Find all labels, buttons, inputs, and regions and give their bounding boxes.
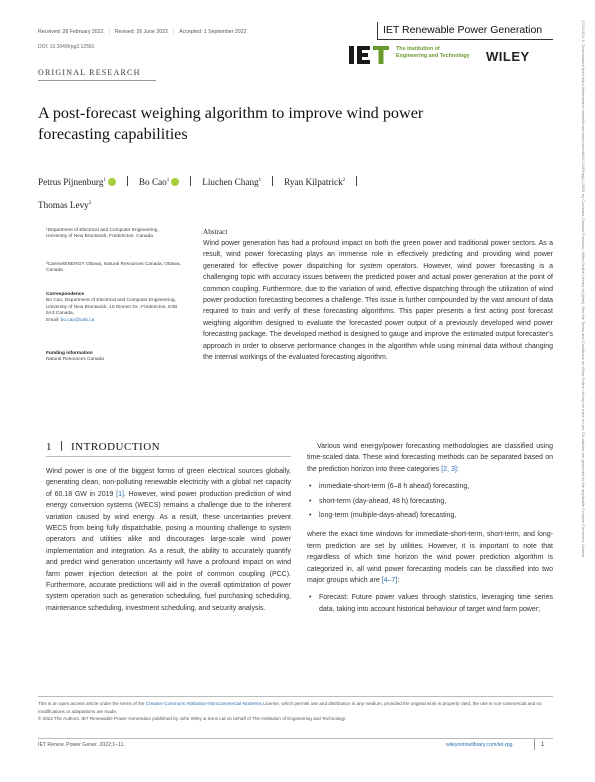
iet-line-2: Engineering and Technology: [396, 52, 470, 59]
section-rule: [46, 456, 291, 457]
correspondence-heading: Correspondence: [46, 292, 85, 297]
author-affil-sup: 2: [342, 178, 346, 183]
list-item: • short-term (day-ahead, 48 h) forecasting,: [307, 496, 553, 507]
section-title: INTRODUCTION: [71, 441, 161, 453]
forecast-model-list: [307, 592, 553, 615]
iet-logo-icon: [349, 44, 391, 66]
author-affil-sup: 2: [88, 201, 92, 207]
affiliation-2: ²CanmetENERGY Ottawa, Natural Resources Canada, Ottawa, Canada: [46, 262, 181, 274]
author-name: Liuchen Chang: [202, 177, 259, 188]
correspondence: [46, 292, 181, 324]
author-levy[interactable]: [38, 193, 91, 216]
text-run: . However, wind power production prediction of wind energy conversion systems (WECS) remains a challenge due to the inherent variation caused by wind energy. As a result, these uncertainties prevent WECS from being fully dispatchable, posing a mounting challenge to system operators and utilities alike and discourages large-scale wind power implementation and integration. As a result, the ability to accurately quantify and predict wind generation uncertainty will have a profound impact on wind farm power injection detection at the point of common coupling (PCC). Furthermore, accurate predictions will aid in the overall optimization of power system operation such as generation scheduling, fuel purchasing scheduling, maintenance scheduling, investment scheduling, and security analysis.: [46, 490, 291, 612]
text-run: License, which permits use and distribution in any medium, provided the original work is properly cited, the use is non-commercial and no modifications or adaptations are made.: [38, 701, 542, 714]
citation-link[interactable]: [1]: [116, 490, 124, 498]
article-dates: Received: 28 February 2022 | Revised: 26 June 2022 | Accepted: 1 September 2022: [38, 29, 247, 35]
section-number: 1: [46, 441, 52, 453]
journal-citation: IET Renew. Power Gener. 2022;1–11.: [38, 742, 125, 748]
wiley-logo: WILEY: [486, 49, 530, 64]
journal-underline: [377, 39, 553, 40]
author-name: Thomas Levy: [38, 200, 89, 211]
side-download-text: 17521424, 0, Downloaded from https://ietresearch.onlinelibrary.wiley.com/doi/10.1049/rpg2.12591 by Cochrane Canada Provision, Wiley Online Library on [date]. See the Terms and Conditions on Wiley Online Library for rules of use; OA articles are governed by the applicable Creative Commons License: [581, 20, 586, 558]
footer-rule: [38, 696, 553, 697]
author-pijnenburg[interactable]: [38, 170, 116, 193]
abstract-text: Wind power generation has had a profound impact on both the green power and traditional power sectors. As a result, wind power forecasting plays an immense role in effectively predicting and providing wind power generated for effective power dispatching for system operators. However, wind power forecasting is a challenging topic with accuracy issues between the predicted power and actual power generation at the point of common coupling. Furthermore, due to the variation of wind, effective dispatching through the utilization of wind power production forecasting becomes a challenge. This issue is further compounded by the vast amount of data required to train and verify of these forecasting algorithms. This paper presents a first acting post forecast weighing algorithm designed to evaluate the forecasted power output of a previously developed wind power forecasting package. The developed method is designed to gauge and improve the estimated output forecaster's approach in order to observe performance changes in the algorithm while using minimal data without changing the internal workings of the evaluated forecasting algorithm.: [203, 240, 553, 362]
author-name: Petrus Pijnenburg: [38, 177, 104, 188]
author-affil-sup: 1: [166, 178, 170, 183]
list-item: • long-term (multiple-days-ahead) forecasting,: [307, 510, 553, 521]
license-note: [38, 700, 553, 723]
author-kilpatrick[interactable]: [284, 170, 345, 193]
author-affil-sup: 1: [258, 178, 262, 183]
journal-url-link[interactable]: wileyonlinelibrary.com/iet-rpg: [446, 742, 513, 748]
text-run: Wind power is one of the biggest forms of green electrical sources globally, generating clean, non-polluting renewable electricity with a global net capacity of 60.18 GW in 2019: [46, 468, 291, 498]
intro-paragraph-2: [307, 441, 553, 475]
author-list: [38, 170, 558, 216]
orcid-icon[interactable]: [108, 178, 116, 186]
text-run: :: [456, 465, 459, 473]
article-type: ORIGINAL RESEARCH: [38, 68, 141, 77]
side-download-note: [578, 20, 586, 740]
list-item: • immediate-short-term (6–8 h ahead) forecasting,: [307, 481, 553, 492]
license-link[interactable]: Creative Commons Attribution-NonCommercial-NoDerivs: [145, 701, 262, 706]
citation-link[interactable]: [2, 3]: [441, 465, 457, 473]
intro-right-column: [307, 441, 553, 623]
funding: [46, 351, 181, 364]
bottom-rule: [38, 738, 553, 739]
forecast-horizon-list: [307, 481, 553, 521]
text-run: :: [397, 577, 400, 585]
text-run: Various wind energy/power forecasting methodologies are classified using time-scaled data. These wind forecasting methods can be separated based on the prediction horizon into three categories: [307, 443, 553, 473]
citation-link[interactable]: [4–7]: [381, 577, 398, 585]
iet-line-1: The Institution of: [396, 46, 440, 52]
correspondence-body: Bo Cao, Department of Electrical and Computer Engineering, University of New Brunswick, 15 Dineen Dr., Fredericton, E3B 5A3 Canada.: [46, 298, 178, 317]
article-title: A post-forecast weighing algorithm to improve wind power forecasting capabilities: [38, 104, 424, 143]
funding-heading: Funding information: [46, 351, 93, 356]
author-affil-sup: 1: [103, 178, 106, 183]
correspondence-email[interactable]: bo.cao@unb.ca: [60, 317, 95, 323]
journal-divider: [377, 22, 378, 40]
email-label: Email:: [46, 317, 61, 323]
funding-body: Natural Resources Canada: [46, 357, 104, 363]
page-divider: [534, 739, 535, 750]
author-cao[interactable]: [139, 170, 179, 193]
author-name: Bo Cao: [138, 177, 167, 188]
author-chang[interactable]: [202, 170, 261, 193]
text-run: This is an open access article under the terms of the: [38, 701, 146, 706]
section-heading-introduction: [46, 441, 160, 453]
text-run: where the exact time windows for immediate-short-term, short-term, and long-term prediction are set by utilities. However, it is important to note that regardless of which time horizon the wind power prediction algorithm is categorized in, all wind power forecasting models can be classified into two major groups which are: [307, 531, 553, 585]
intro-paragraph-3: [307, 529, 553, 586]
page-number: 1: [541, 742, 545, 748]
doi[interactable]: DOI: 10.1049/rpg2.12591: [38, 44, 95, 50]
journal-title: IET Renewable Power Generation: [383, 24, 543, 36]
affiliation-1: ¹Department of Electrical and Computer Engineering, University of New Brunswick, Fredericton, Canada: [46, 228, 159, 240]
article-type-rule: [38, 80, 156, 81]
list-item: • Forecast: Future power values through statistics, leveraging time series data, taking into account historical behaviour of target wind farm power;: [307, 592, 553, 615]
accepted-date: Accepted: 1 September 2022: [179, 29, 247, 35]
iet-institution-name: [396, 46, 470, 59]
author-name: Ryan Kilpatrick: [284, 177, 343, 188]
abstract-heading: Abstract: [203, 228, 228, 236]
received-date: Received: 28 February 2022: [38, 29, 104, 35]
copyright-text: © 2022 The Authors. IET Renewable Power Generation published by John Wiley & Sons Ltd on behalf of The Institution of Engineering and Technology.: [38, 716, 347, 721]
intro-paragraph-1: [46, 466, 291, 614]
license-text: [38, 700, 553, 715]
orcid-icon[interactable]: [171, 178, 179, 186]
revised-date: Revised: 26 June 2022: [114, 29, 168, 35]
